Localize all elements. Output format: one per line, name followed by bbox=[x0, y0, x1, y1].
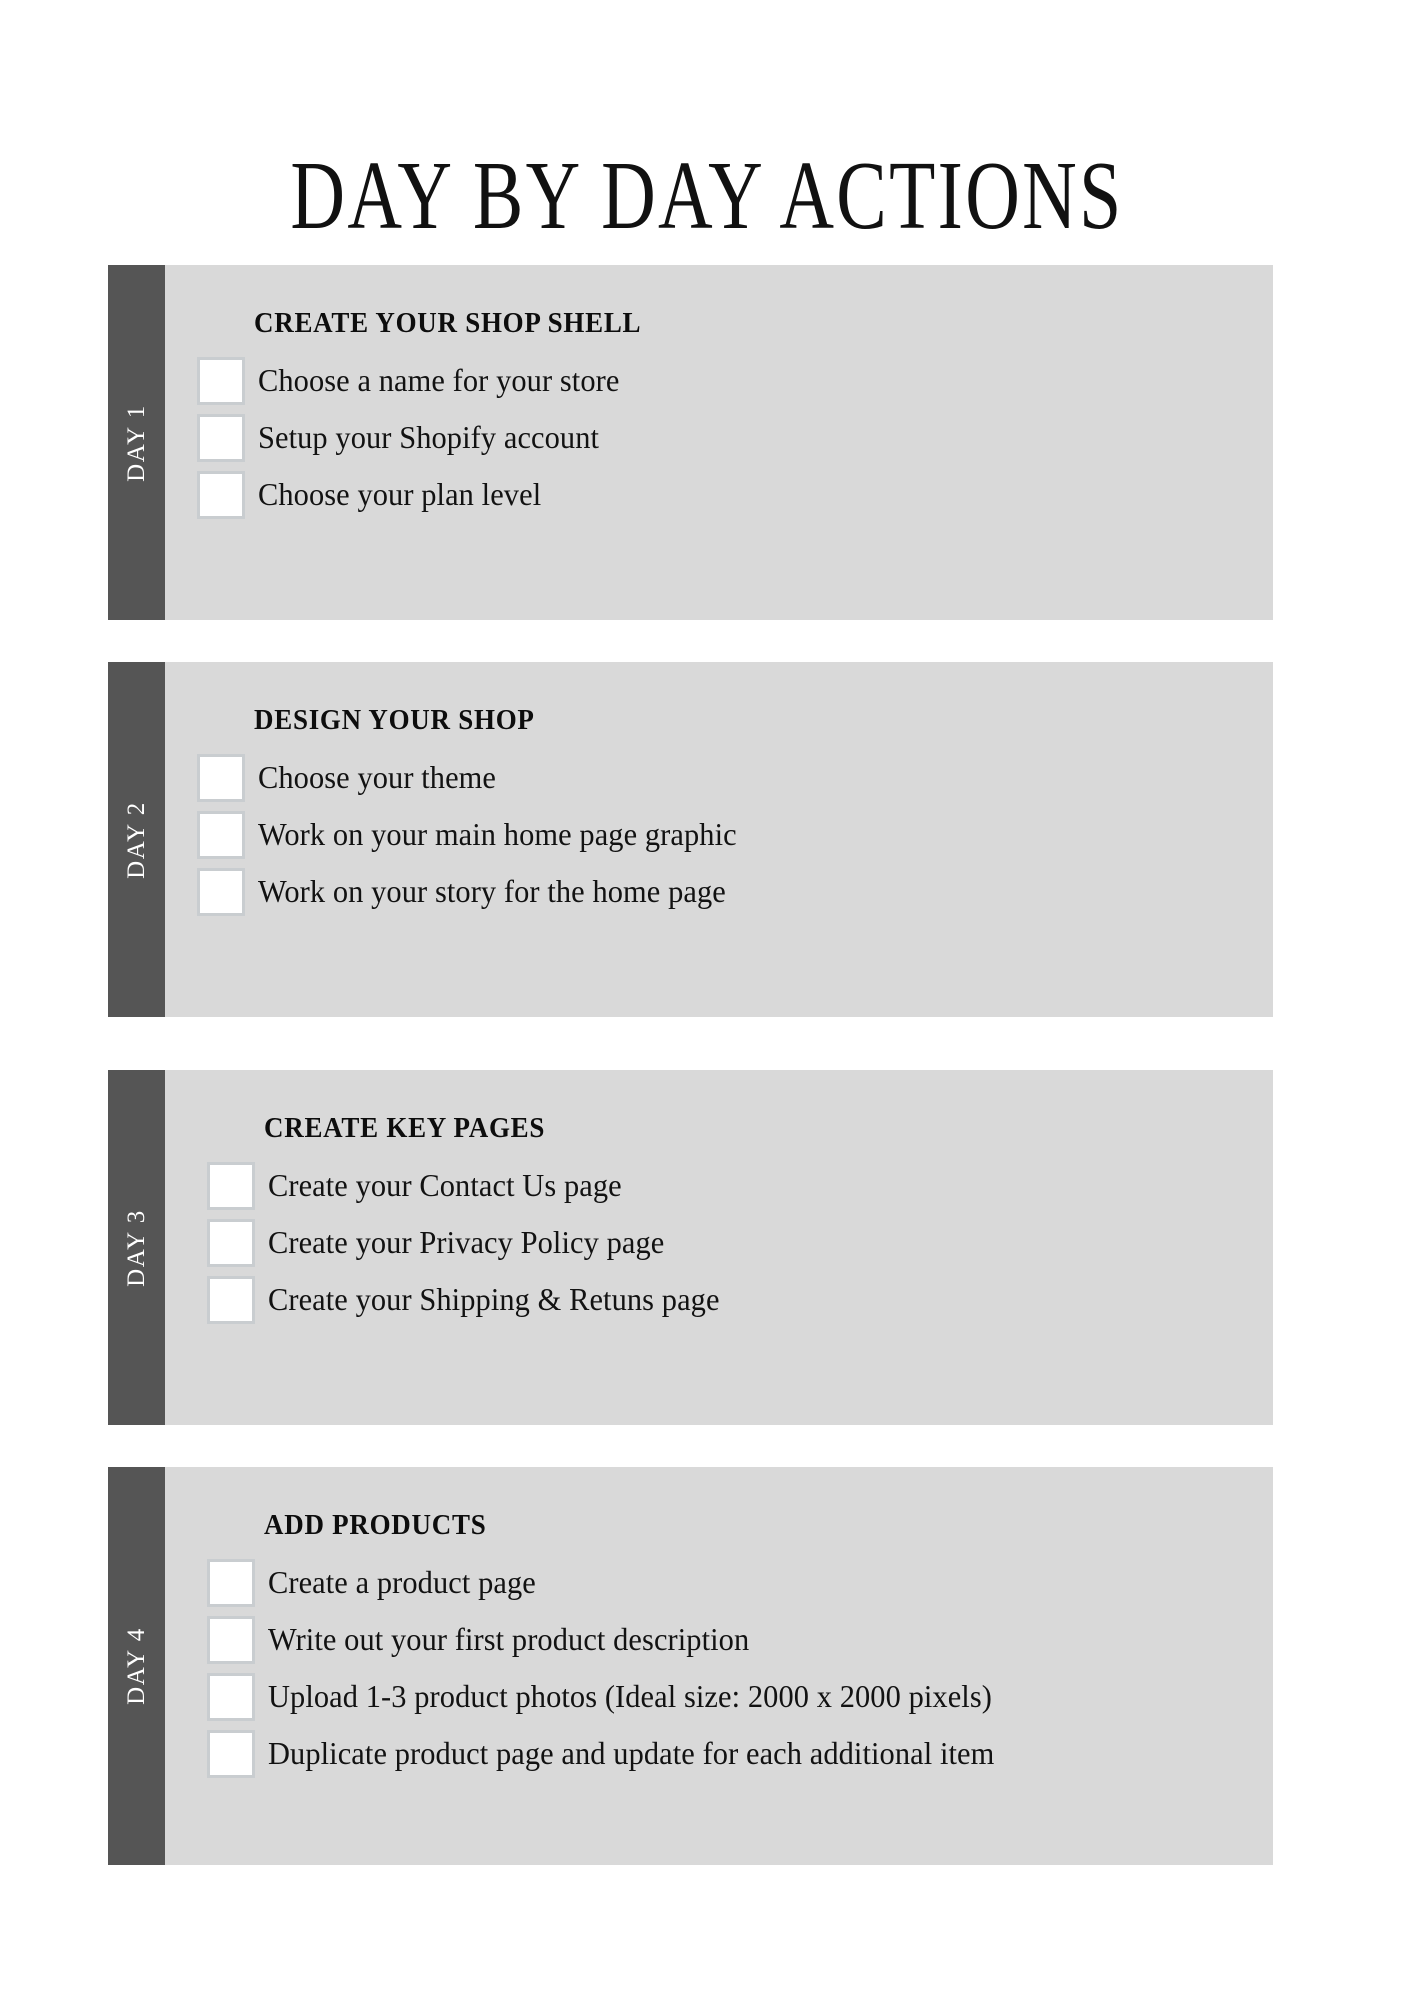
checkbox-icon[interactable] bbox=[197, 868, 245, 916]
task-label: Create your Shipping & Retuns page bbox=[268, 1281, 720, 1318]
section-heading-1: CREATE YOUR SHOP SHELL bbox=[254, 307, 642, 339]
section-heading-2: DESIGN YOUR SHOP bbox=[254, 704, 535, 736]
day-tab-3 bbox=[108, 1070, 165, 1425]
task-label: Duplicate product page and update for each additional item bbox=[268, 1735, 995, 1772]
day-block-4 bbox=[108, 1467, 1273, 1865]
day-body-4 bbox=[165, 1467, 1273, 1865]
task-row[interactable] bbox=[207, 1214, 1273, 1271]
checkbox-icon[interactable] bbox=[197, 357, 245, 405]
checkbox-icon[interactable] bbox=[207, 1616, 255, 1664]
checkbox-icon[interactable] bbox=[207, 1559, 255, 1607]
day-body-1 bbox=[165, 265, 1273, 620]
task-row[interactable] bbox=[207, 1157, 1273, 1214]
task-label: Choose your plan level bbox=[258, 476, 542, 513]
task-label: Work on your main home page graphic bbox=[258, 816, 737, 853]
task-label: Write out your first product description bbox=[268, 1621, 750, 1658]
section-heading-3: CREATE KEY PAGES bbox=[264, 1112, 546, 1144]
day-body-2 bbox=[165, 662, 1273, 1017]
day-tab-label-4: DAY 4 bbox=[122, 1627, 150, 1705]
task-row[interactable] bbox=[197, 749, 1273, 806]
task-label: Choose a name for your store bbox=[258, 362, 620, 399]
task-row[interactable] bbox=[197, 352, 1273, 409]
page-title: DAY BY DAY ACTIONS bbox=[290, 141, 1124, 249]
task-label: Work on your story for the home page bbox=[258, 873, 726, 910]
task-row[interactable] bbox=[197, 806, 1273, 863]
task-row[interactable] bbox=[207, 1611, 1273, 1668]
task-row[interactable] bbox=[207, 1271, 1273, 1328]
day-tab-label-3: DAY 3 bbox=[122, 1208, 150, 1287]
task-row[interactable] bbox=[207, 1725, 1273, 1782]
day-tab-label-2: DAY 2 bbox=[122, 800, 150, 879]
task-label: Upload 1-3 product photos (Ideal size: 2000 x 2000 pixels) bbox=[268, 1678, 993, 1715]
day-tab-4 bbox=[108, 1467, 165, 1865]
task-label: Create a product page bbox=[268, 1564, 536, 1601]
checkbox-icon[interactable] bbox=[207, 1219, 255, 1267]
checkbox-icon[interactable] bbox=[197, 414, 245, 462]
checkbox-icon[interactable] bbox=[197, 471, 245, 519]
task-row[interactable] bbox=[197, 863, 1273, 920]
day-body-3 bbox=[165, 1070, 1273, 1425]
day-block-2 bbox=[108, 662, 1273, 1017]
task-label: Create your Privacy Policy page bbox=[268, 1224, 665, 1261]
task-label: Create your Contact Us page bbox=[268, 1167, 622, 1204]
checkbox-icon[interactable] bbox=[207, 1673, 255, 1721]
checkbox-icon[interactable] bbox=[207, 1276, 255, 1324]
day-block-1 bbox=[108, 265, 1273, 620]
task-row[interactable] bbox=[207, 1554, 1273, 1611]
day-tab-label-1: DAY 1 bbox=[122, 403, 150, 482]
checkbox-icon[interactable] bbox=[197, 811, 245, 859]
task-row[interactable] bbox=[197, 409, 1273, 466]
task-label: Choose your theme bbox=[258, 759, 497, 796]
task-row[interactable] bbox=[197, 466, 1273, 523]
section-heading-4: ADD PRODUCTS bbox=[264, 1509, 487, 1541]
day-block-3 bbox=[108, 1070, 1273, 1425]
task-label: Setup your Shopify account bbox=[258, 419, 600, 456]
checkbox-icon[interactable] bbox=[197, 754, 245, 802]
checkbox-icon[interactable] bbox=[207, 1730, 255, 1778]
day-tab-2 bbox=[108, 662, 165, 1017]
checkbox-icon[interactable] bbox=[207, 1162, 255, 1210]
day-tab-1 bbox=[108, 265, 165, 620]
task-row[interactable] bbox=[207, 1668, 1273, 1725]
